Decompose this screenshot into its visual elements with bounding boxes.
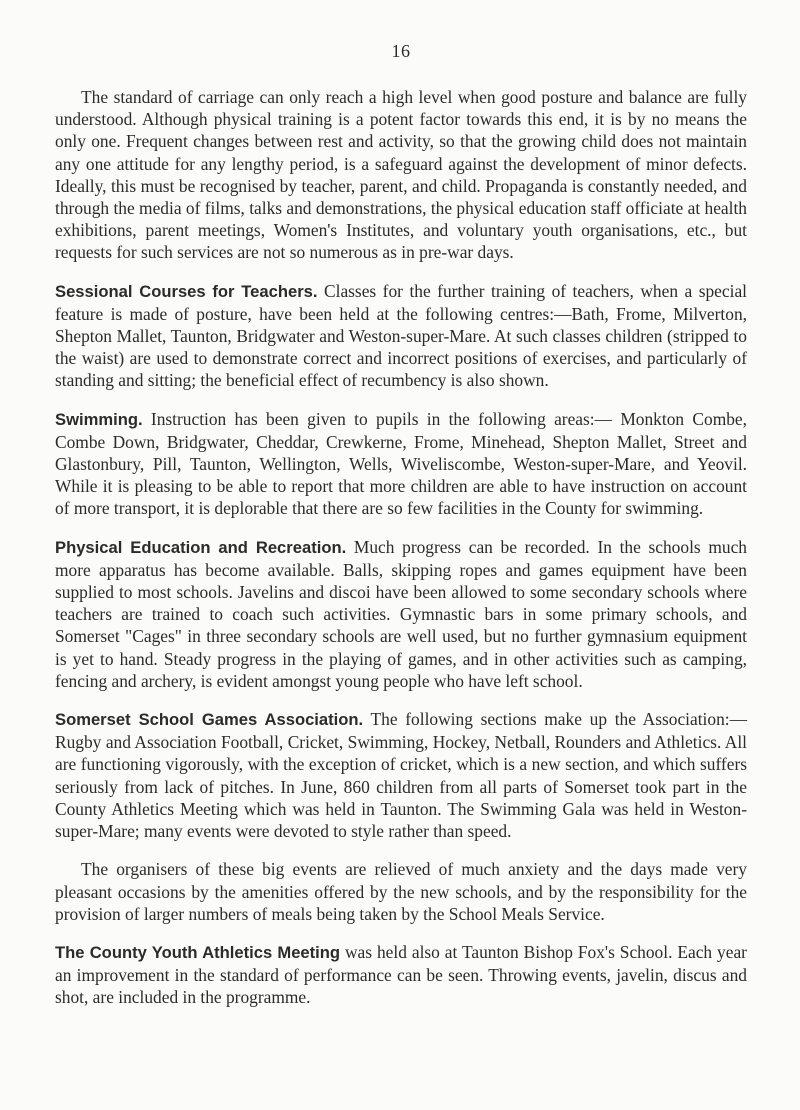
section-heading: Somerset School Games Association. bbox=[55, 710, 364, 730]
section-heading: The County Youth Athletics Meeting bbox=[55, 942, 341, 962]
section-body: Instruction has been given to pupils in the following areas:— Monkton Combe, Combe Down, Bridgwater, Cheddar, Crewkerne, Frome, Minehead, Shepton Mallet, Street and Glastonbury, Pill, Taunton, Wellington, Wells, Wiveliscombe, Weston-super-Mare, and Yeovil. While it is pleasing to be able to report that more children are able to have instruction on account of more transport, it is deplorable that there are so few facilities in the County for swimming. bbox=[55, 408, 747, 519]
section-heading: Swimming. bbox=[55, 409, 143, 429]
section-sessional-courses bbox=[55, 280, 747, 392]
section-body: was held also at Taunton Bishop Fox's School. Each year an improvement in the standard of performance can be seen. Throwing events, javelin, discus and shot, are included in the programme. bbox=[55, 941, 747, 1008]
intro-paragraph: The standard of carriage can only reach a high level when good posture and balance are fully understood. Although physical training is a potent factor towards this end, it is by no means the only one. Frequent changes between rest and activity, so that the growing child does not maintain any one attitude for any lengthy period, is a safeguard against the development of minor defects. Ideally, this must be recognised by teacher, parent, and child. Propaganda is constantly needed, and through the media of films, talks and demonstrations, the physical education staff officiate at health exhibitions, parent meetings, Women's Institutes, and voluntary youth organisations, etc., but requests for such services are not so numerous as in pre-war days. bbox=[55, 87, 747, 263]
section-body: The following sections make up the Association:—Rugby and Association Football, Cricket, Swimming, Hockey, Netball, Rounders and Athletics. All are functioning vigorously, with the exception of cricket, which is a new section, and which suffers seriously from lack of pitches. In June, 860 children from all parts of Somerset took part in the County Athletics Meeting which was held in Taunton. The Swimming Gala was held in Weston-super-Mare; many events were devoted to style rather than speed. bbox=[55, 709, 747, 842]
section-heading: Physical Education and Recreation. bbox=[55, 537, 347, 557]
page-number: 16 bbox=[391, 41, 411, 61]
section-body: Much progress can be recorded. In the schools much more apparatus has become available. Balls, skipping ropes and games equipment have been supplied to most schools. Javelins and discoi have been allowed to some secondary schools where teachers are trained to coach such activities. Gymnastic bars in some primary schools, and Somerset "Cages" in three secondary schools are well used, but no further gymnasium equipment is yet to hand. Steady progress in the playing of games, and in other activities such as camping, fencing and archery, is evident amongst young people who have left school. bbox=[55, 536, 747, 691]
section-body: Classes for the further training of teachers, when a special feature is made of posture, have been held at the following centres:—Bath, Frome, Milverton, Shepton Mallet, Taunton, Bridgwater and Weston-super-Mare. At such classes children (stripped to the waist) are used to demonstrate correct and incorrect positions of exercises, and particularly of standing and sitting; the beneficial effect of recumbency is also shown. bbox=[55, 280, 747, 391]
section-heading: Sessional Courses for Teachers. bbox=[55, 281, 318, 301]
section-youth-athletics bbox=[55, 941, 747, 1009]
document-page bbox=[55, 0, 747, 1025]
section-physical-education bbox=[55, 536, 747, 692]
organisers-paragraph: The organisers of these big events are relieved of much anxiety and the days made very pleasant occasions by the amenities offered by the new schools, and by the responsibility for the provision of larger numbers of meals being taken by the School Meals Service. bbox=[55, 859, 747, 924]
section-swimming bbox=[55, 408, 747, 520]
section-school-games-association bbox=[55, 708, 747, 842]
